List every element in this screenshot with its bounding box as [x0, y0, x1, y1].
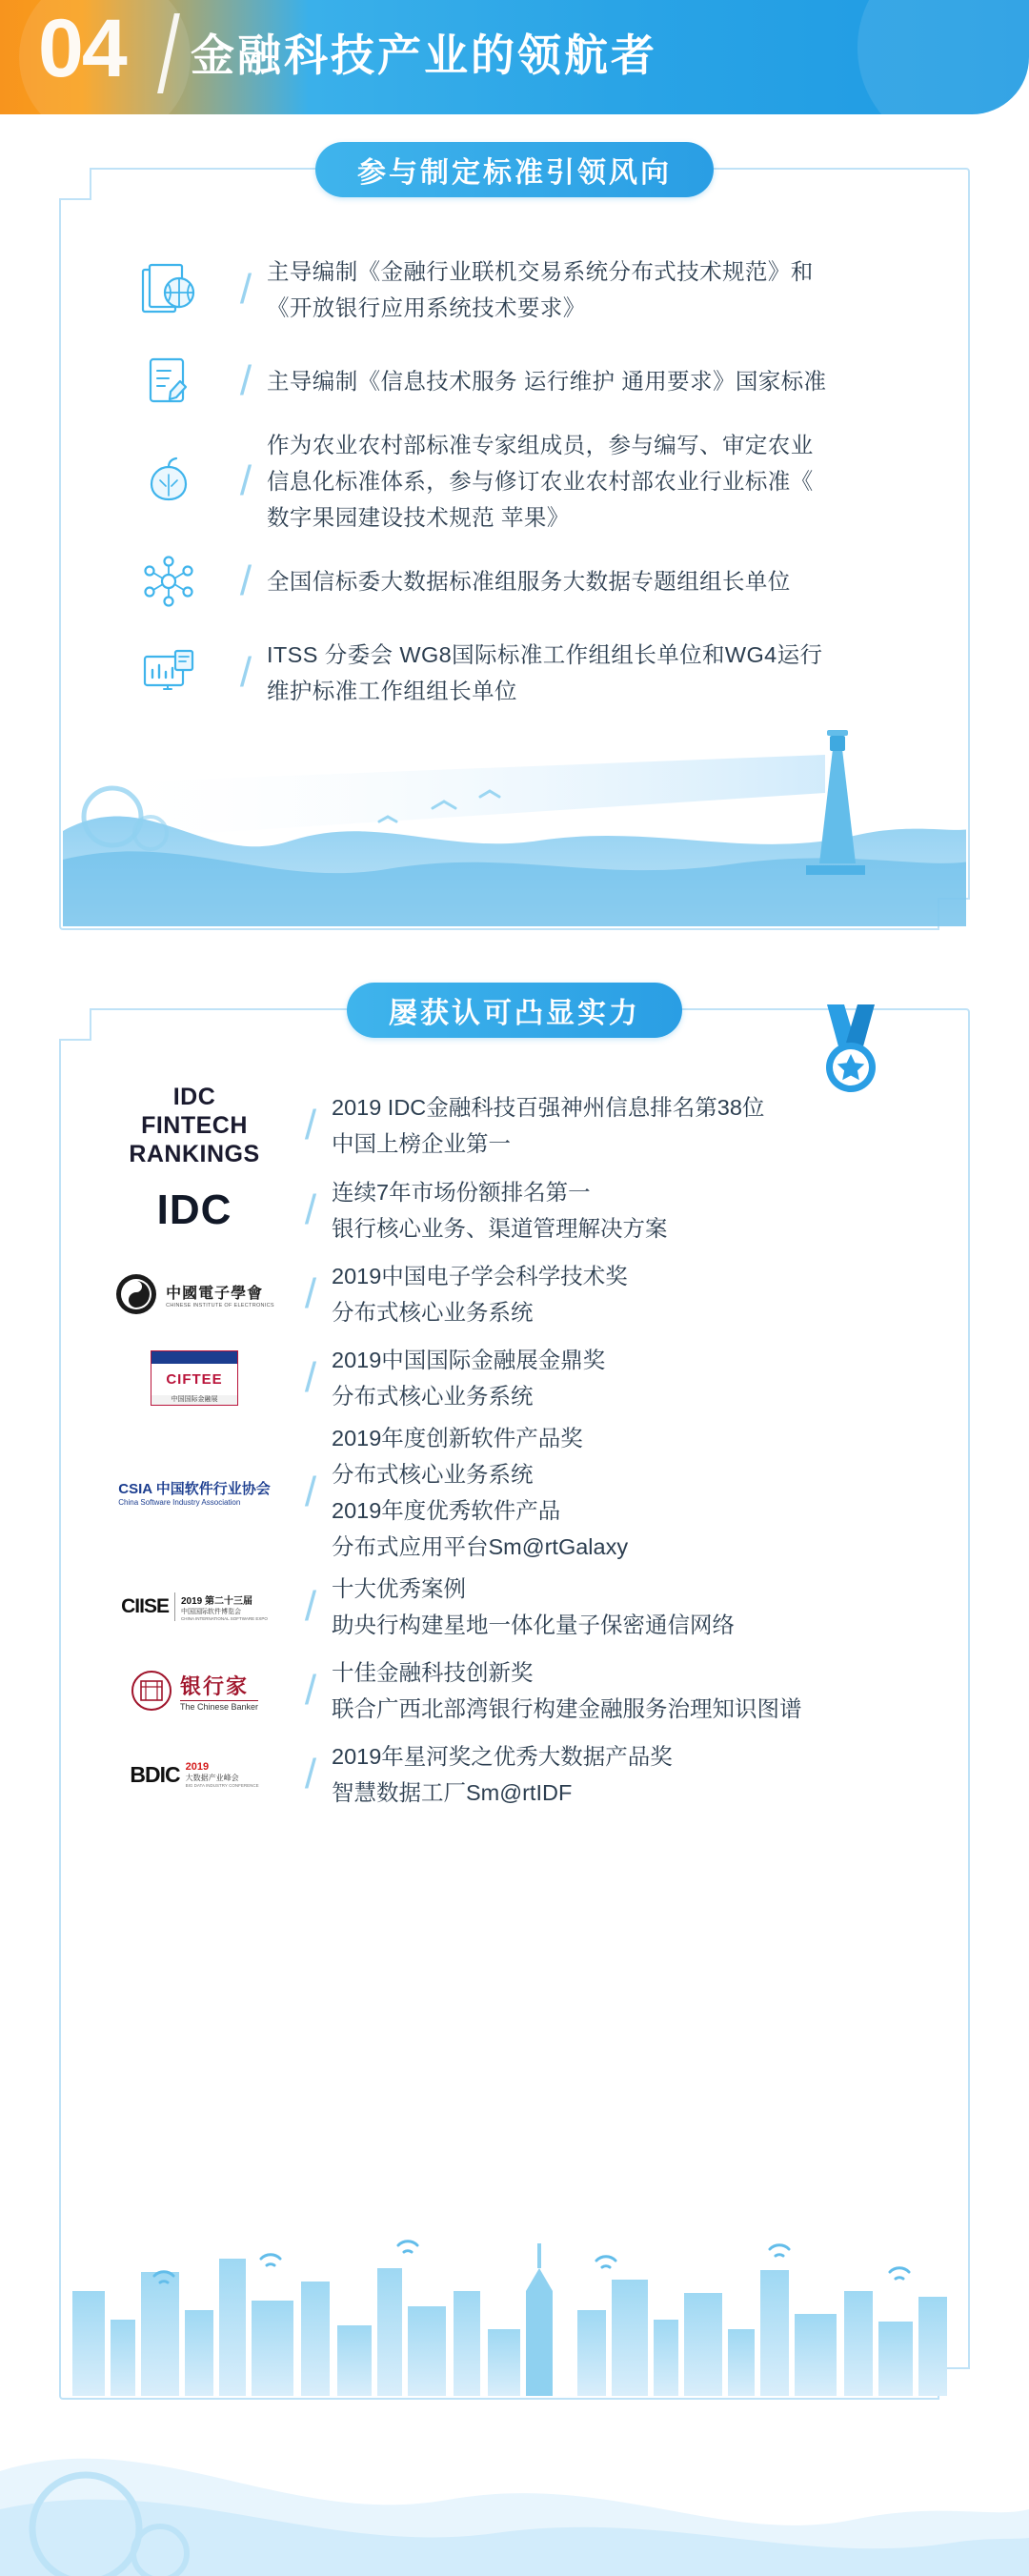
- logo-line: 中國電子學會: [166, 1285, 264, 1302]
- text-line: 信息化标准体系，参与修订农业农村部农业行业标准《: [267, 469, 814, 494]
- logo-line: The Chinese Banker: [179, 1701, 259, 1712]
- text-line: 2019中国国际金融展金鼎奖: [332, 1348, 606, 1372]
- row-separator: /: [239, 457, 252, 504]
- row-separator: /: [239, 649, 252, 696]
- row-separator: /: [304, 1354, 317, 1401]
- page-title: 金融科技产业的领航者: [191, 30, 657, 80]
- monitor-chart-icon: [112, 643, 225, 702]
- text-line: 主导编制《信息技术服务 运行维护 通用要求》国家标准: [267, 369, 827, 394]
- text-line: 分布式核心业务系统: [332, 1384, 534, 1409]
- text-line: 2019年度创新软件产品奖: [332, 1426, 583, 1450]
- text-line: 2019 IDC金融科技百强神州信息排名第38位: [332, 1095, 765, 1120]
- banker-emblem-icon: [131, 1670, 172, 1712]
- row-separator: /: [304, 1270, 317, 1317]
- standards-row-text: [267, 637, 924, 709]
- list-item: [61, 244, 968, 335]
- city-skyline-illustration: [63, 2177, 966, 2396]
- awards-card: [59, 998, 970, 2400]
- row-separator: /: [239, 266, 252, 313]
- csia-logo: [99, 1478, 290, 1507]
- awards-row-list: [61, 1010, 968, 1816]
- text-line: 2019年星河奖之优秀大数据产品奖: [332, 1744, 673, 1769]
- text-line: 十大优秀案例: [332, 1576, 466, 1601]
- logo-line: CIFTEE: [166, 1370, 223, 1388]
- award-text: [332, 1174, 930, 1247]
- text-line: 作为农业农村部标准专家组成员，参与编写、审定农业: [267, 433, 814, 457]
- list-item: [61, 1168, 968, 1252]
- text-line: 分布式核心业务系统: [332, 1462, 534, 1487]
- standards-row-text: [267, 363, 924, 399]
- logo-line: CIISE: [121, 1595, 169, 1617]
- cies-emblem-icon: [114, 1272, 158, 1316]
- ciise-logo: [99, 1592, 290, 1621]
- award-text: [332, 1258, 930, 1330]
- row-separator: /: [304, 1469, 317, 1515]
- logo-line: China Software Industry Association: [118, 1498, 241, 1507]
- logo-line: 大数据产业峰会: [185, 1774, 239, 1782]
- text-line: ITSS 分委会 WG8国际标准工作组组长单位和WG4运行: [267, 642, 823, 667]
- page-banner: [0, 0, 1029, 114]
- standards-row-text: [267, 427, 924, 536]
- text-line: 维护标准工作组组长单位: [267, 679, 517, 703]
- row-separator: /: [304, 1583, 317, 1630]
- logo-line: BIG DATA INDUSTRY CONFERENCE: [185, 1783, 259, 1788]
- apple-icon: [112, 452, 225, 511]
- bdic-logo: [99, 1761, 290, 1788]
- row-separator: /: [304, 1102, 317, 1148]
- text-line: 智慧数据工厂Sm@rtIDF: [332, 1780, 573, 1805]
- logo-line: FINTECH: [141, 1112, 248, 1139]
- logo-line: CHINA INTERNATIONAL SOFTWARE EXPO: [181, 1616, 268, 1621]
- section-number: 04: [38, 3, 126, 94]
- list-item: [61, 1565, 968, 1649]
- award-text: [332, 1654, 930, 1727]
- logo-line: 银行家: [179, 1673, 249, 1698]
- logo-line: CSIA 中国软件行业协会: [118, 1481, 271, 1497]
- text-line: 十佳金融科技创新奖: [332, 1660, 534, 1685]
- row-separator: /: [304, 1751, 317, 1797]
- row-separator: /: [239, 357, 252, 404]
- text-line: 中国上榜企业第一: [332, 1131, 511, 1156]
- logo-line: IDC: [156, 1187, 232, 1233]
- standards-section-title: 参与制定标准引领风向: [315, 142, 714, 197]
- text-line: 主导编制《金融行业联机交易系统分布式技术规范》和: [267, 259, 814, 284]
- logo-line: IDC: [172, 1084, 216, 1110]
- standards-row-text: [267, 254, 924, 326]
- logo-line: CHINESE INSTITUTE OF ELECTRONICS: [166, 1302, 274, 1308]
- text-line: 分布式核心业务系统: [332, 1300, 534, 1325]
- bottom-wave-decoration: [0, 2414, 1029, 2576]
- card-corner-notch-top-left: [59, 168, 91, 200]
- list-item: [61, 1252, 968, 1336]
- list-item: [61, 1649, 968, 1733]
- logo-line: 中国国际软件博览会: [181, 1609, 241, 1615]
- text-line: 全国信标委大数据标准组服务大数据专题组组长单位: [267, 569, 791, 594]
- text-line: 联合广西北部湾银行构建金融服务治理知识图谱: [332, 1696, 802, 1721]
- card-corner-notch-bottom-right: [938, 898, 970, 930]
- text-line: 银行核心业务、渠道管理解决方案: [332, 1216, 668, 1241]
- logo-line: 2019: [185, 1761, 210, 1773]
- text-line: 2019年度优秀软件产品: [332, 1498, 561, 1523]
- standards-card: [59, 157, 970, 930]
- award-text: [332, 1342, 930, 1414]
- logo-line: 2019 第二十三届: [181, 1596, 253, 1607]
- the-chinese-banker-logo: [99, 1670, 290, 1712]
- text-line: 《开放银行应用系统技术要求》: [267, 295, 586, 320]
- award-text: [332, 1420, 930, 1565]
- text-line: 助央行构建星地一体化量子保密通信网络: [332, 1613, 735, 1637]
- list-item: [61, 536, 968, 627]
- list-item: [61, 1733, 968, 1816]
- idc-fintech-rankings-logo: [99, 1083, 290, 1168]
- text-line: 连续7年市场份额排名第一: [332, 1180, 591, 1205]
- list-item: [61, 427, 968, 536]
- lighthouse-wave-illustration: [63, 726, 966, 926]
- text-line: 数字果园建设技术规范 苹果》: [267, 505, 570, 530]
- logo-line: BDIC: [130, 1761, 180, 1787]
- card-corner-notch-bottom-right: [938, 2367, 970, 2400]
- row-separator: /: [239, 558, 252, 604]
- row-separator: /: [304, 1187, 317, 1233]
- list-item: [61, 335, 968, 427]
- row-separator: /: [304, 1667, 317, 1714]
- text-line: 分布式应用平台Sm@rtGalaxy: [332, 1534, 629, 1559]
- award-text: [332, 1571, 930, 1643]
- list-item: [61, 1420, 968, 1565]
- logo-line: RANKINGS: [129, 1141, 260, 1167]
- standards-row-list: [61, 170, 968, 719]
- logo-line: 中国国际金融展: [151, 1395, 237, 1405]
- list-item: [61, 627, 968, 719]
- ciftee-logo: [99, 1350, 290, 1406]
- medal-icon: [816, 1004, 886, 1109]
- standards-row-text: [267, 563, 924, 599]
- checklist-icon: [112, 352, 225, 411]
- text-line: 2019中国电子学会科学技术奖: [332, 1264, 628, 1288]
- network-node-icon: [112, 552, 225, 611]
- list-item: [61, 1336, 968, 1420]
- cies-logo: [99, 1272, 290, 1316]
- award-text: [332, 1738, 930, 1811]
- card-corner-notch-top-left: [59, 1008, 91, 1041]
- documents-icon: [112, 260, 225, 319]
- awards-section-title: 屡获认可凸显实力: [347, 983, 682, 1038]
- idc-logo: [99, 1187, 290, 1234]
